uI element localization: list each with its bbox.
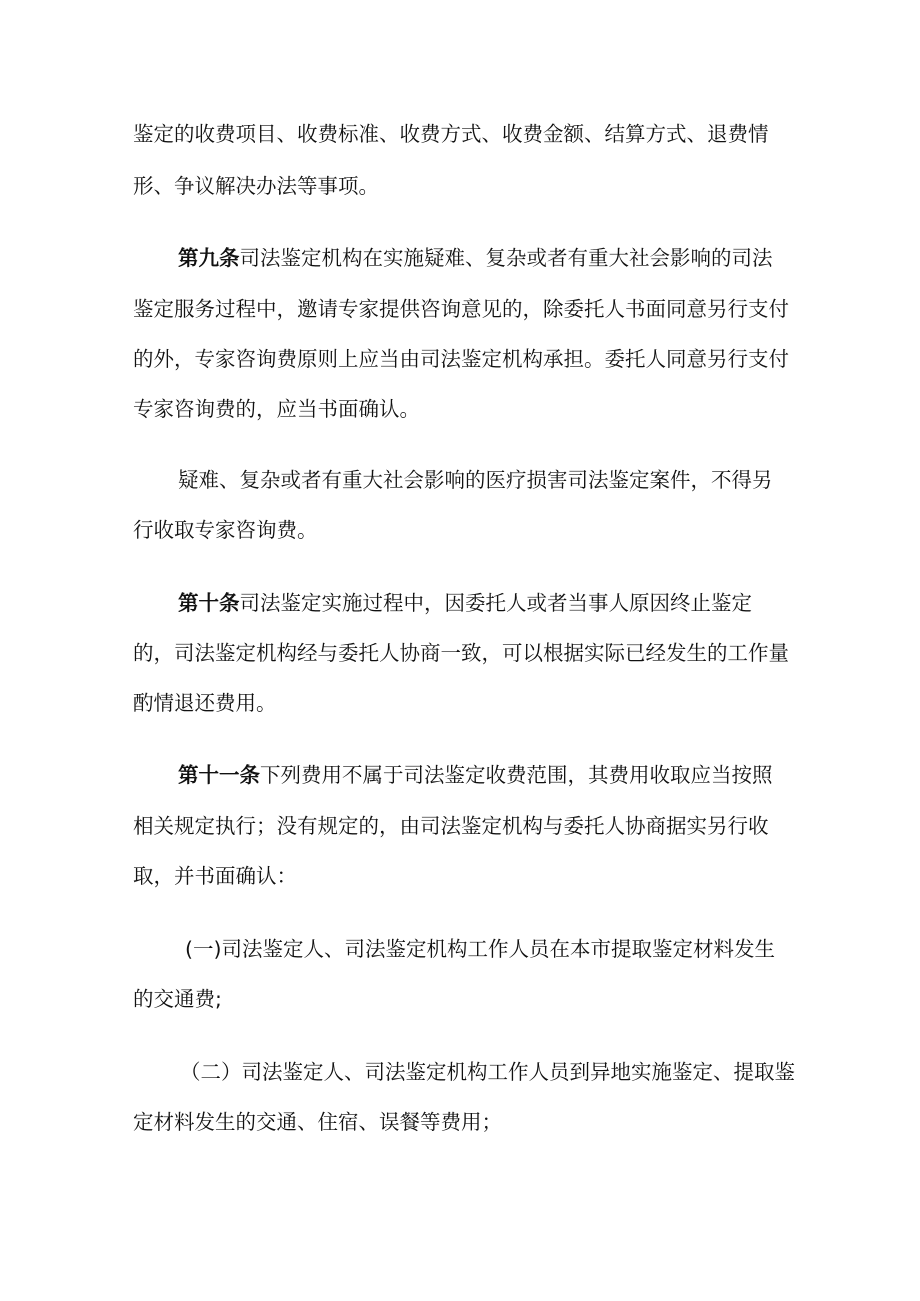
paragraph-line: 取，并书面确认：	[133, 864, 297, 888]
article-9-text: 司法鉴定机构在实施疑难、复杂或者有重大社会影响的司法	[239, 246, 773, 270]
paragraph-line: 相关规定执行；没有规定的，由司法鉴定机构与委托人协商据实另行收	[133, 814, 769, 838]
list-item-1-line: 的交通费;	[133, 987, 222, 1011]
article-10-label: 第十条	[178, 591, 240, 615]
list-item-2-line: （二）司法鉴定人、司法鉴定机构工作人员到异地实施鉴定、提取鉴	[180, 1060, 795, 1084]
list-item-1-line: (一)司法鉴定人、司法鉴定机构工作人员在本市提取鉴定材料发生	[185, 937, 775, 961]
list-item-2-line: 定材料发生的交通、住宿、误餐等费用；	[133, 1110, 502, 1134]
paragraph-line: 形、争议解决办法等事项。	[133, 174, 379, 198]
paragraph-line: 的外，专家咨询费原则上应当由司法鉴定机构承担。委托人同意另行支付	[133, 347, 789, 371]
article-11-label: 第十一条	[178, 763, 260, 787]
paragraph-line: 专家咨询费的，应当书面确认。	[133, 397, 420, 421]
paragraph-line: 疑难、复杂或者有重大社会影响的医疗损害司法鉴定案件，不得另	[178, 468, 773, 492]
article-9-first-line	[178, 246, 773, 270]
paragraph-line: 鉴定的收费项目、收费标准、收费方式、收费金额、结算方式、退费情	[133, 122, 769, 146]
article-9-label: 第九条	[178, 246, 240, 270]
article-10-first-line	[178, 591, 752, 615]
article-11-first-line	[178, 763, 773, 787]
paragraph-line: 酌情退还费用。	[133, 691, 277, 715]
article-10-text: 司法鉴定实施过程中，因委托人或者当事人原因终止鉴定	[239, 591, 752, 615]
paragraph-line: 的，司法鉴定机构经与委托人协商一致，可以根据实际已经发生的工作量	[133, 641, 789, 665]
paragraph-line: 鉴定服务过程中，邀请专家提供咨询意见的，除委托人书面同意另行支付	[133, 297, 789, 321]
paragraph-line: 行收取专家咨询费。	[133, 518, 318, 542]
article-11-text: 下列费用不属于司法鉴定收费范围，其费用收取应当按照	[260, 763, 773, 787]
